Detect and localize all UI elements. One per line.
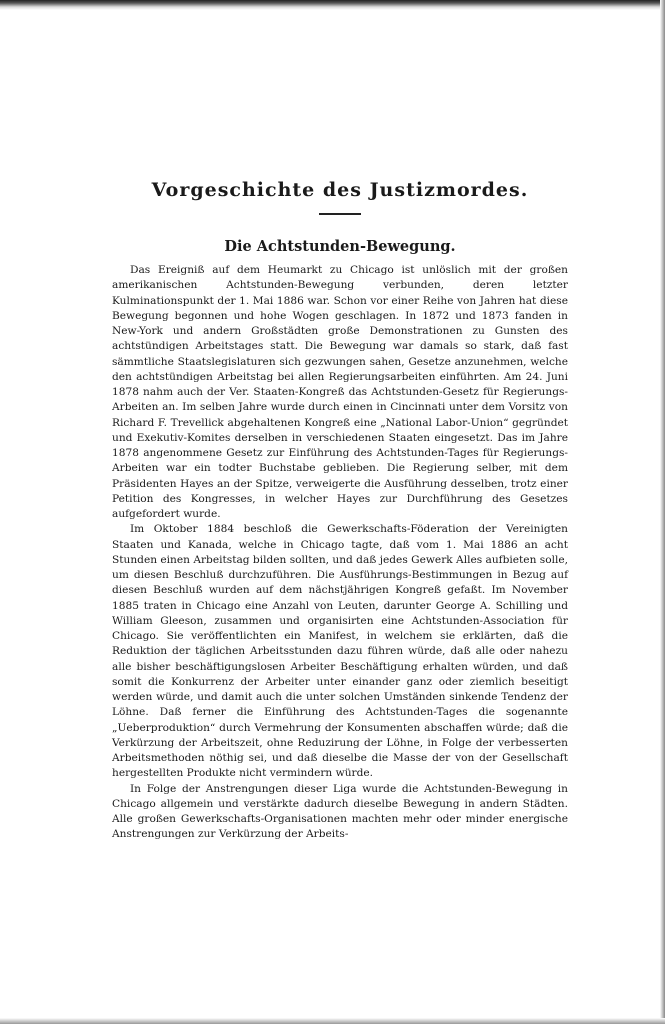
- chapter-title: Vorgeschichte des Justizmordes.: [151, 179, 529, 201]
- page-bottom-edge: [0, 1018, 665, 1024]
- page-right-edge: [660, 0, 665, 1024]
- paragraph-3: In Folge der Anstrengungen dieser Liga wurde die Achtstunden-Bewegung in Chicago allgemein und verstärkte dadurch dieselbe Bewegung in andern Städten. Alle großen Gewerkschafts-Organisationen machten mehr oder minder energische Anstrengungen zur Verkürzung der Arbeits-: [112, 782, 568, 841]
- page-top-edge: [0, 0, 665, 10]
- title-divider: [319, 213, 361, 215]
- page-content: [112, 177, 568, 843]
- paragraph-2: Im Oktober 1884 beschloß die Gewerkschafts-Föderation der Vereinigten Staaten und Kanada, welche in Chicago tagte, daß vom 1. Mai 1886 an acht Stunden einen Arbeitstag bilden sollten, und daß jedes Gewerk Alles aufbieten solle, um diesen Beschluß durchzuführen. Die Ausführungs-Bestimmungen in Bezug auf diesen Beschluß wurden auf dem nächstjährigen Kongreß gefaßt. Im November 1885 traten in Chicago eine Anzahl von Leuten, darunter George A. Schilling und William Gleeson, zusammen und organisirten eine Achtstunden-Association für Chicago. Sie veröffentlichten ein Manifest, in welchem sie erklärten, daß die Reduktion der täglichen Arbeitsstunden dazu führen würde, daß alle oder nahezu alle bisher beschäftigungslosen Arbeiter Beschäftigung erhalten würden, und daß somit die Konkurrenz der Arbeiter unter einander ganz oder ziemlich beseitigt werden würde, und damit auch die unter solchen Umständen sinkende Tendenz der Löhne. Daß ferner die Einführung des Achtstunden-Tages die sogenannte „Ueberproduktion“ durch Vermehrung der Konsumenten abschaffen würde; daß die Verkürzung der Arbeitszeit, ohne Reduzirung der Löhne, in Folge der verbesserten Arbeitsmethoden nöthig sei, und daß dieselbe die Masse der von der Gesellschaft hergestellten Produkte nicht vermindern würde.: [112, 523, 568, 780]
- paragraph-1: Das Ereigniß auf dem Heumarkt zu Chicago ist unlöslich mit der großen amerikanischen Achtstunden-Bewegung verbunden, deren letzter Kulminationspunkt der 1. Mai 1886 war. Schon vor einer Reihe von Jahren hat diese Bewegung begonnen und hohe Wogen geschlagen. In 1872 und 1873 fanden in New-York und andern Großstädten große Demonstrationen zu Gunsten des achtstündigen Arbeitstages statt. Die Bewegung war damals so stark, daß fast sämmtliche Staatslegislaturen sich gezwungen sahen, Gesetze anzunehmen, welche den achtstündigen Arbeitstag bei allen Regierungsarbeiten einführten. Am 24. Juni 1878 nahm auch der Ver. Staaten-Kongreß das Achtstunden-Gesetz für Regierungs-Arbeiten an. Im selben Jahre wurde durch einen in Cincinnati unter dem Vorsitz von Richard F. Trevellick abgehaltenen Kongreß eine „National Labor-Union“ gegründet und Exekutiv-Komites derselben in verschiedenen Staaten eingesetzt. Das im Jahre 1878 angenommene Gesetz zur Einführung des Achtstunden-Tages für Regierungs-Arbeiten war ein todter Buchstabe geblieben. Die Regierung selber, mit dem Präsidenten Hayes an der Spitze, verweigerte die Ausführung desselben, trotz einer Petition des Kongresses, in welcher Hayes zur Durchführung des Gesetzes aufgefordert wurde.: [112, 264, 568, 520]
- section-title: Die Achtstunden-Bewegung.: [224, 238, 456, 255]
